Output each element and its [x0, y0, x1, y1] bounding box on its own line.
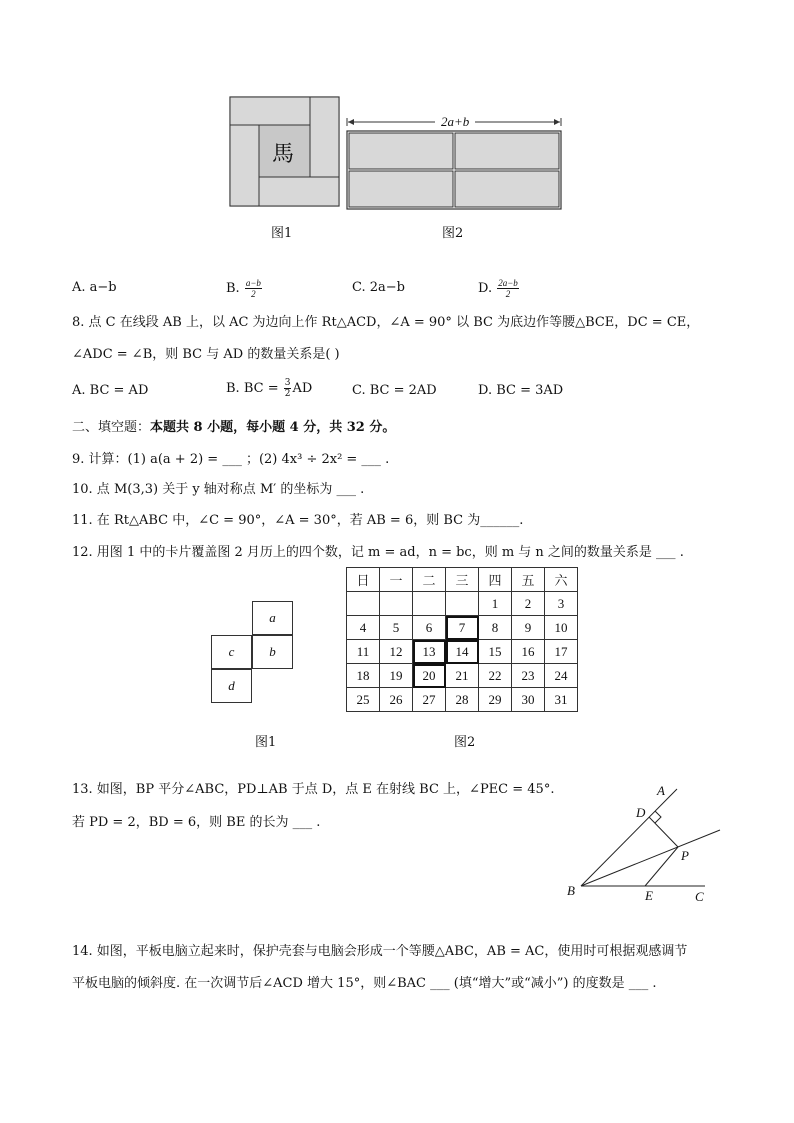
q7-option-b: B. $\frac{a-b}{2}$: [226, 278, 261, 299]
figure-1-caption: 图1: [271, 226, 293, 241]
label-e: E: [645, 888, 653, 903]
q7-option-c: C. 2a−b: [352, 280, 405, 295]
q12-text: 12. 用图 1 中的卡片覆盖图 2 月历上的四个数，记 m = ad，n = bc，则 m 与 n 之间的数量关系是 ___ .: [72, 545, 684, 560]
calendar-header-cell: 一: [380, 568, 413, 592]
q7-option-d: D. $\frac{2a-b}{2}$: [478, 278, 518, 299]
calendar-cell: 8: [479, 616, 512, 640]
label-a: A: [657, 783, 665, 798]
calendar-cell: 28: [446, 688, 479, 712]
calendar-cell: 9: [512, 616, 545, 640]
q14-line-2: 平板电脑的倾斜度. 在一次调节后∠ACD 增大 15°，则∠BAC ___ (填“增大”或“减小”) 的度数是 ___ .: [72, 976, 657, 991]
calendar-cell: 31: [545, 688, 578, 712]
label-p: P: [681, 848, 689, 863]
calendar-cell: 26: [380, 688, 413, 712]
q9-text: 9. 计算：(1) a(a + 2) = ___ ；(2) 4x³ ÷ 2x² = ___ .: [72, 452, 390, 467]
q7-option-a: A. a−b: [72, 280, 117, 295]
segment-pd: [649, 817, 678, 847]
ray-ba: [581, 789, 677, 886]
calendar-cell: 23: [512, 664, 545, 688]
calendar-header-row: [347, 568, 578, 592]
calendar-cell: [380, 592, 413, 616]
ray-bp: [581, 830, 720, 886]
calendar-cell: 6: [413, 616, 446, 640]
q8-option-d: D. BC = 3AD: [478, 383, 564, 398]
q13-line-1: 13. 如图，BP 平分∠ABC，PD⊥AB 于点 D，点 E 在射线 BC 上，∠PEC = 45°.: [72, 782, 555, 797]
calendar-cell: [347, 592, 380, 616]
calendar-cell: 4: [347, 616, 380, 640]
segment-pe: [645, 847, 678, 886]
calendar-cell: 11: [347, 640, 380, 664]
calendar-cell: 1: [479, 592, 512, 616]
calendar-header-cell: 四: [479, 568, 512, 592]
card-d: d: [211, 669, 252, 703]
section-2-heading: 二、填空题：本题共 8 小题，每小题 4 分，共 32 分。: [72, 420, 396, 435]
card-c: c: [211, 635, 252, 669]
calendar-cell: 22: [479, 664, 512, 688]
q8-line-1: 8. 点 C 在线段 AB 上，以 AC 为边向上作 Rt△ACD，∠A = 90° 以 BC 为底边作等腰△BCE，DC = CE，: [72, 315, 700, 330]
label-b: B: [567, 883, 575, 898]
calendar-cell: 16: [512, 640, 545, 664]
calendar-row: [347, 592, 578, 616]
q10-text: 10. 点 M(3,3) 关于 y 轴对称点 M′ 的坐标为 ___ .: [72, 482, 365, 497]
right-angle-mark: [655, 811, 661, 823]
calendar-cell: 30: [512, 688, 545, 712]
calendar-table: [346, 567, 578, 712]
calendar-cell-highlighted: 13: [413, 640, 446, 664]
calendar-header-cell: 六: [545, 568, 578, 592]
figure-2-caption: 图2: [442, 226, 464, 241]
figure-2-dimension-label: 2a+b: [441, 114, 470, 129]
label-c: C: [695, 889, 704, 904]
calendar-cell: 2: [512, 592, 545, 616]
calendar-header-cell: 二: [413, 568, 446, 592]
calendar-cell-highlighted: 20: [413, 664, 446, 688]
q8-option-b: B. BC = $\frac{3}{2}$ AD: [226, 378, 313, 399]
calendar-cell: 18: [347, 664, 380, 688]
calendar-cell: 25: [347, 688, 380, 712]
calendar-header-cell: 三: [446, 568, 479, 592]
q14-line-1: 14. 如图，平板电脑立起来时，保护壳套与电脑会形成一个等腰△ABC，AB = AC，使用时可根据观感调节: [72, 944, 688, 959]
calendar-cell: 21: [446, 664, 479, 688]
q12-figure-1-caption: 图1: [255, 735, 277, 750]
calendar-cell: 27: [413, 688, 446, 712]
calendar-row: [347, 664, 578, 688]
q8-option-c: C. BC = 2AD: [352, 383, 437, 398]
calendar-cell: 12: [380, 640, 413, 664]
calendar-row: [347, 688, 578, 712]
calendar-cell-highlighted: 7: [446, 616, 479, 640]
calendar-cell: 10: [545, 616, 578, 640]
calendar-cell-highlighted: 14: [446, 640, 479, 664]
q8-option-a: A. BC = AD: [72, 383, 149, 398]
figure-1-character: 馬: [272, 142, 295, 167]
calendar-cell: 19: [380, 664, 413, 688]
calendar-cell: [413, 592, 446, 616]
calendar-cell: 5: [380, 616, 413, 640]
calendar-cell: 15: [479, 640, 512, 664]
calendar-cell: 29: [479, 688, 512, 712]
card-b: b: [252, 635, 293, 669]
calendar-cell: 17: [545, 640, 578, 664]
calendar-cell: [446, 592, 479, 616]
label-d: D: [636, 805, 646, 820]
calendar-row: [347, 640, 578, 664]
calendar-header-cell: 五: [512, 568, 545, 592]
card-a: a: [252, 601, 293, 635]
calendar-row: [347, 616, 578, 640]
q13-line-2: 若 PD = 2，BD = 6，则 BE 的长为 ___ .: [72, 815, 321, 830]
q12-figure-2-caption: 图2: [454, 735, 476, 750]
calendar-cell: 24: [545, 664, 578, 688]
q11-text: 11. 在 Rt△ABC 中，∠C = 90°，∠A = 30°，若 AB = 6，则 BC 为______.: [72, 513, 524, 528]
calendar-cell: 3: [545, 592, 578, 616]
q8-line-2: ∠ADC = ∠B，则 BC 与 AD 的数量关系是( ): [72, 347, 340, 362]
calendar-header-cell: 日: [347, 568, 380, 592]
